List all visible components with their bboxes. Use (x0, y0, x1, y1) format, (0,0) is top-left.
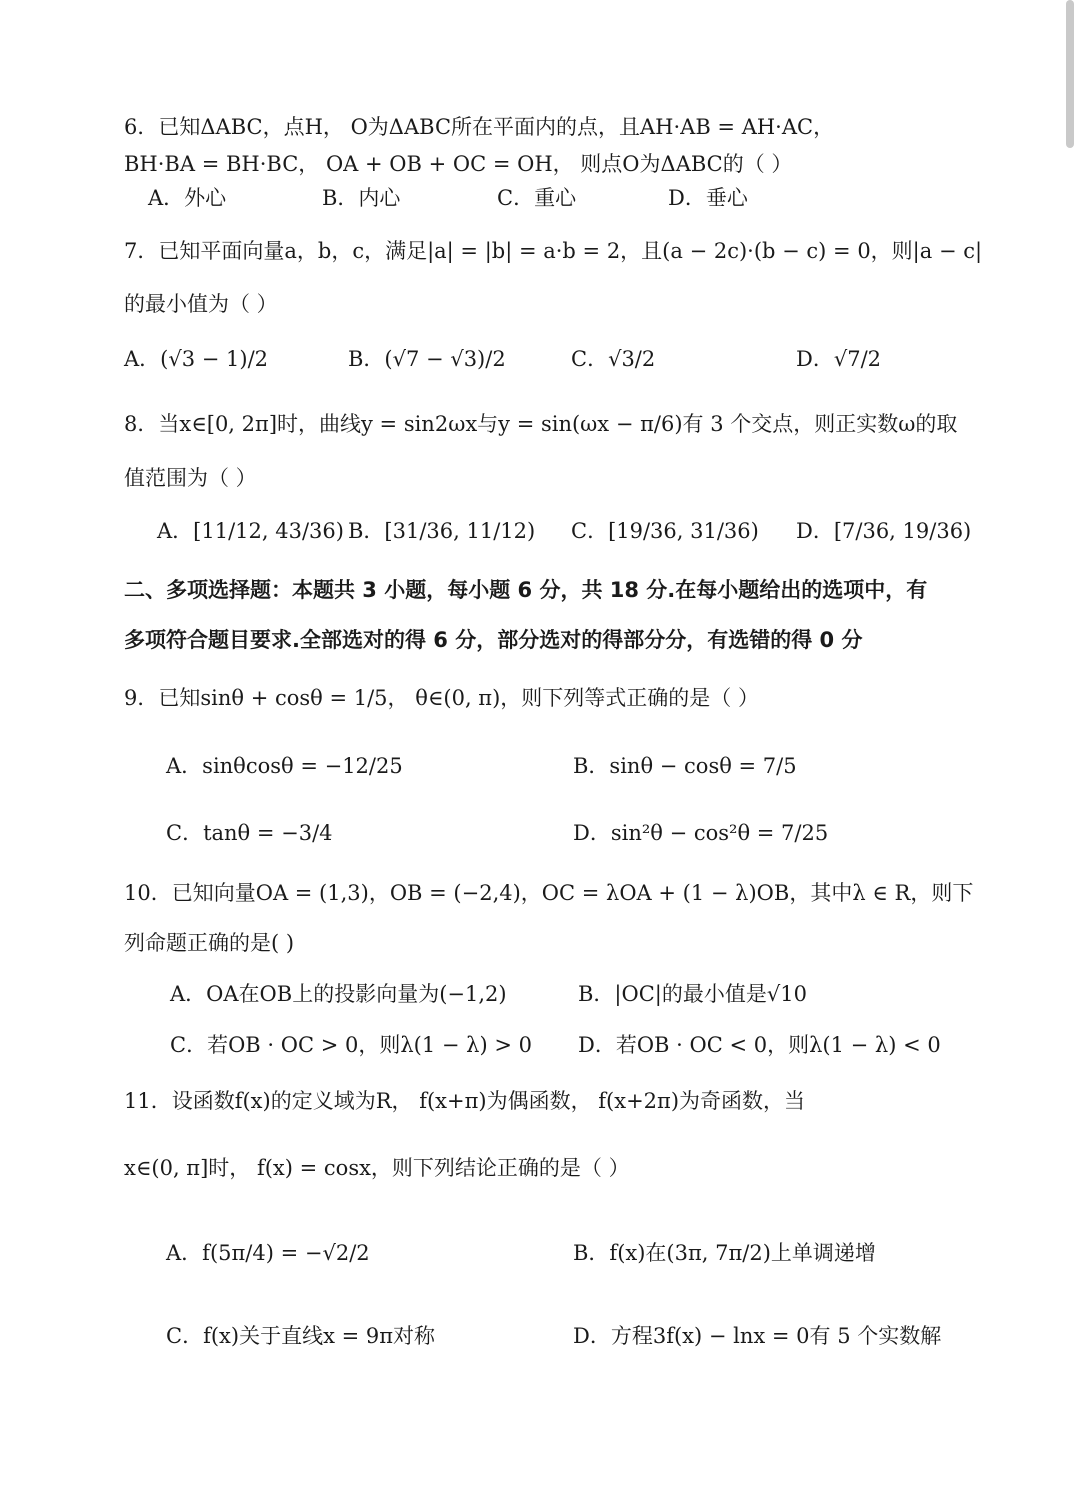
q6-line1: 6．已知ΔABC，点H， O为ΔABC所在平面内的点，且AH·AB = AH·AC， (124, 115, 835, 139)
q8-option-a: A．[11/12, 43/36) (157, 519, 344, 543)
q11-option-a: A．f(5π/4) = −√2/2 (166, 1241, 370, 1265)
q7-option-b: B．(√7 − √3)/2 (348, 347, 506, 371)
q7-line2: 的最小值为（ ） (124, 292, 278, 316)
section2-heading-line1: 二、多项选择题：本题共 3 小题，每小题 6 分，共 18 分.在每小题给出的选项中，有 (124, 578, 928, 602)
q6-option-d: D．垂心 (668, 186, 748, 210)
q8-line2: 值范围为（ ） (124, 466, 257, 490)
q7-option-c: C．√3/2 (571, 347, 656, 371)
q6-line2: BH·BA = BH·BC， OA + OB + OC = OH， 则点O为ΔABC的（ ） (124, 152, 793, 176)
q10-option-c: C．若OB · OC > 0，则λ(1 − λ) > 0 (170, 1033, 532, 1057)
q8-line1: 8．当x∈[0, 2π]时，曲线y = sin2ωx与y = sin(ωx − π/6)有 3 个交点，则正实数ω的取 (124, 412, 958, 436)
q7-line1: 7．已知平面向量a，b，c，满足|a| = |b| = a·b = 2，且(a − 2c)·(b − c) = 0，则|a − c| (124, 239, 983, 263)
q6-option-c: C．重心 (497, 186, 577, 210)
scrollbar[interactable] (1066, 0, 1074, 148)
q8-option-d: D．[7/36, 19/36) (796, 519, 972, 543)
q8-option-b: B．[31/36, 11/12) (348, 519, 536, 543)
q9-option-b: B．sinθ − cosθ = 7/5 (573, 754, 797, 778)
q7-option-d: D．√7/2 (796, 347, 882, 371)
section2-heading-line2: 多项符合题目要求.全部选对的得 6 分，部分选对的得部分分，有选错的得 0 分 (124, 628, 863, 652)
q9-option-d: D．sin²θ − cos²θ = 7/25 (573, 821, 829, 845)
q11-option-c: C．f(x)关于直线x = 9π对称 (166, 1324, 436, 1348)
q10-option-a: A．OA在OB上的投影向量为(−1,2) (170, 982, 507, 1006)
q11-option-b: B．f(x)在(3π, 7π/2)上单调递增 (573, 1241, 876, 1265)
q9-option-a: A．sinθcosθ = −12/25 (166, 754, 403, 778)
q6-option-a: A．外心 (148, 186, 227, 210)
q11-option-d: D．方程3f(x) − lnx = 0有 5 个实数解 (573, 1324, 942, 1348)
q10-line1: 10．已知向量OA = (1,3)，OB = (−2,4)，OC = λOA + (1 − λ)OB，其中λ ∈ R，则下 (124, 881, 974, 905)
q11-line2: x∈(0, π]时， f(x) = cosx，则下列结论正确的是（ ） (124, 1156, 630, 1180)
q10-line2: 列命题正确的是( ) (124, 931, 295, 955)
q7-option-a: A．(√3 − 1)/2 (124, 347, 269, 371)
q9-option-c: C．tanθ = −3/4 (166, 821, 333, 845)
q11-line1: 11．设函数f(x)的定义域为R， f(x+π)为偶函数， f(x+2π)为奇函数，当 (124, 1089, 806, 1113)
q10-option-b: B．|OC|的最小值是√10 (578, 982, 807, 1006)
q6-option-b: B．内心 (322, 186, 401, 210)
q8-option-c: C．[19/36, 31/36) (571, 519, 759, 543)
q9-line1: 9．已知sinθ + cosθ = 1/5， θ∈(0, π)，则下列等式正确的是（ ） (124, 686, 759, 710)
q10-option-d: D．若OB · OC < 0，则λ(1 − λ) < 0 (578, 1033, 941, 1057)
